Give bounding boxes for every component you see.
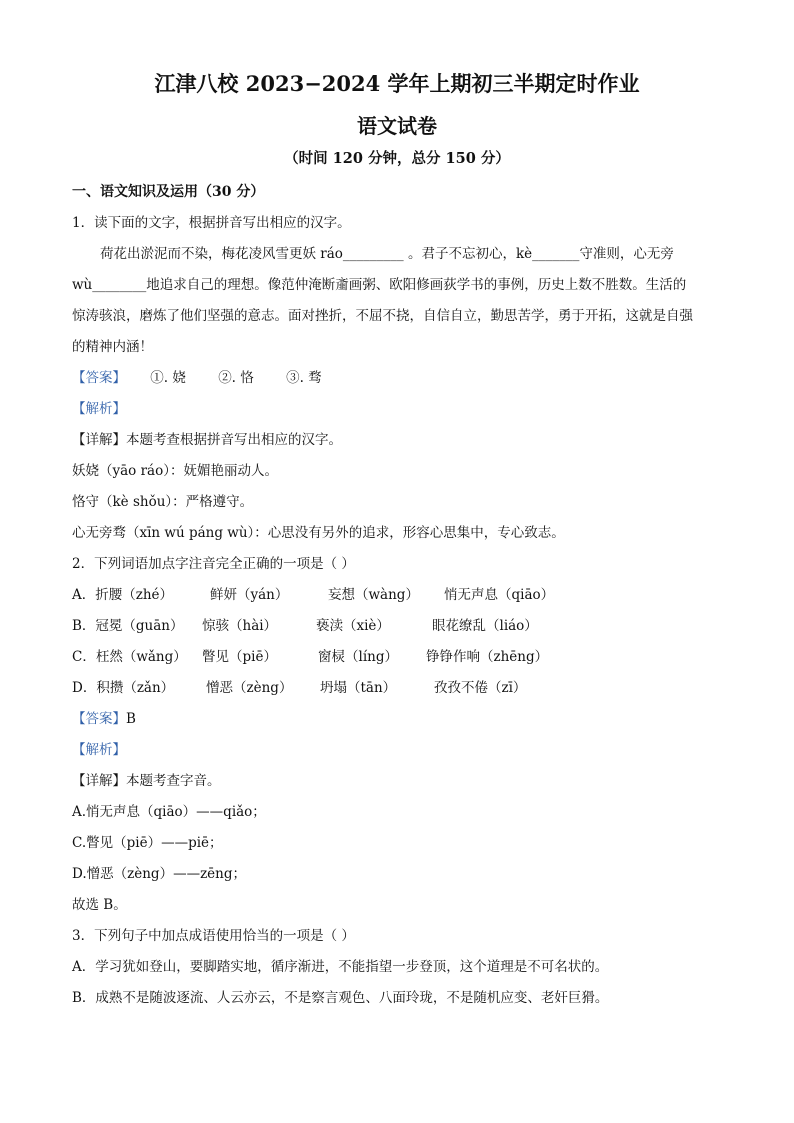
detail-label: 【详解】 [72, 432, 126, 448]
detail-text: 本题考查字音。 [126, 773, 221, 789]
detail-label: 【详解】 [72, 773, 126, 789]
detail-text: 本题考查根据拼音写出相应的汉字。 [126, 432, 342, 448]
q2-answer: B [126, 711, 136, 727]
q1-detail [72, 430, 342, 450]
answer-label: 【答案】 [72, 711, 126, 727]
q1-passage-line-4: 的精神内涵！ [72, 339, 153, 355]
q1-passage-line-2: wù________地追求自己的理想。像范仲淹断齑画粥、欧阳修画荻学书的事例，历史上数不胜数。生活的 [72, 277, 687, 293]
q2-answer-row [72, 709, 136, 729]
option-item: B．冠冕（guān） [72, 618, 184, 634]
q2-explain-3: D.憎恶（zèng）——zēng； [72, 866, 247, 882]
option-item: 瞥见（piē） [202, 649, 277, 665]
q1-answer-2: ②. 恪 [218, 370, 254, 386]
exam-subtitle: 语文试卷 [357, 114, 437, 138]
q1-answer-3: ③. 骛 [286, 370, 322, 386]
q2-stem: 2．下列词语加点字注音完全正确的一项是（ ） [72, 556, 355, 572]
q1-explain-3: 心无旁骛（xīn wú páng wù）：心思没有另外的追求，形容心思集中，专心致志。 [72, 525, 565, 541]
q1-passage-line-1: 荷花出淤泥而不染，梅花凌风雪更妖 ráo_________ 。君子不忘初心，kè_______守准则，心无旁 [100, 246, 674, 262]
q2-conclusion: 故选 B。 [72, 897, 127, 913]
q2-option-c [72, 647, 548, 667]
exam-info: （时间 120 分钟，总分 150 分） [284, 150, 510, 167]
option-item: 眼花缭乱（liáo） [432, 618, 538, 634]
option-item: 铮铮作响（zhēng） [426, 649, 549, 665]
option-item: 憎恶（zèng） [206, 680, 293, 696]
q1-answer-1: ①. 娆 [150, 370, 186, 386]
option-item: 惊骇（hài） [202, 618, 278, 634]
option-item: C．枉然（wǎng） [72, 649, 187, 665]
q3-option-b: B．成熟不是随波逐流、人云亦云，不是察言观色、八面玲珑，不是随机应变、老奸巨猾。 [72, 990, 609, 1006]
exam-title: 江津八校 2023−2024 学年上期初三半期定时作业 [154, 71, 640, 96]
option-item: 悄无声息（qiāo） [444, 587, 555, 603]
q3-stem: 3．下列句子中加点成语使用恰当的一项是（ ） [72, 928, 355, 944]
q2-option-a [72, 585, 554, 605]
q1-answer-row [72, 368, 330, 388]
q2-detail [72, 771, 221, 791]
q1-passage-line-3: 惊涛骇浪，磨炼了他们坚强的意志。面对挫折，不屈不挠，自信自立，勤思苦学，勇于开拓，这就是自强 [72, 308, 693, 324]
section-title: 一、语文知识及运用（30 分） [72, 184, 265, 200]
q1-stem: 1．读下面的文字，根据拼音写出相应的汉字。 [72, 215, 351, 231]
q1-explain-1: 妖娆（yāo ráo）：妩媚艳丽动人。 [72, 463, 278, 479]
q3-option-a: A．学习犹如登山，要脚踏实地，循序渐进，不能指望一步登顶，这个道理是不可名状的。 [72, 959, 609, 975]
option-item: D．积攒（zǎn） [72, 680, 175, 696]
q2-option-d [72, 678, 526, 698]
option-item: 亵渎（xiè） [316, 618, 390, 634]
q2-explain-1: A.悄无声息（qiāo）——qiǎo； [72, 804, 266, 820]
analysis-label: 【解析】 [72, 401, 126, 417]
option-item: 鲜妍（yán） [210, 587, 289, 603]
option-item: 妄想（wàng） [328, 587, 419, 603]
option-item: 孜孜不倦（zī） [434, 680, 527, 696]
analysis-label: 【解析】 [72, 742, 126, 758]
answer-label: 【答案】 [72, 370, 126, 386]
q2-explain-2: C.瞥见（piē）——piē； [72, 835, 223, 851]
option-item: 窗棂（líng） [318, 649, 398, 665]
q1-explain-2: 恪守（kè shǒu）：严格遵守。 [72, 494, 254, 510]
q2-option-b [72, 616, 538, 636]
option-item: A．折腰（zhé） [72, 587, 174, 603]
option-item: 坍塌（tān） [320, 680, 397, 696]
